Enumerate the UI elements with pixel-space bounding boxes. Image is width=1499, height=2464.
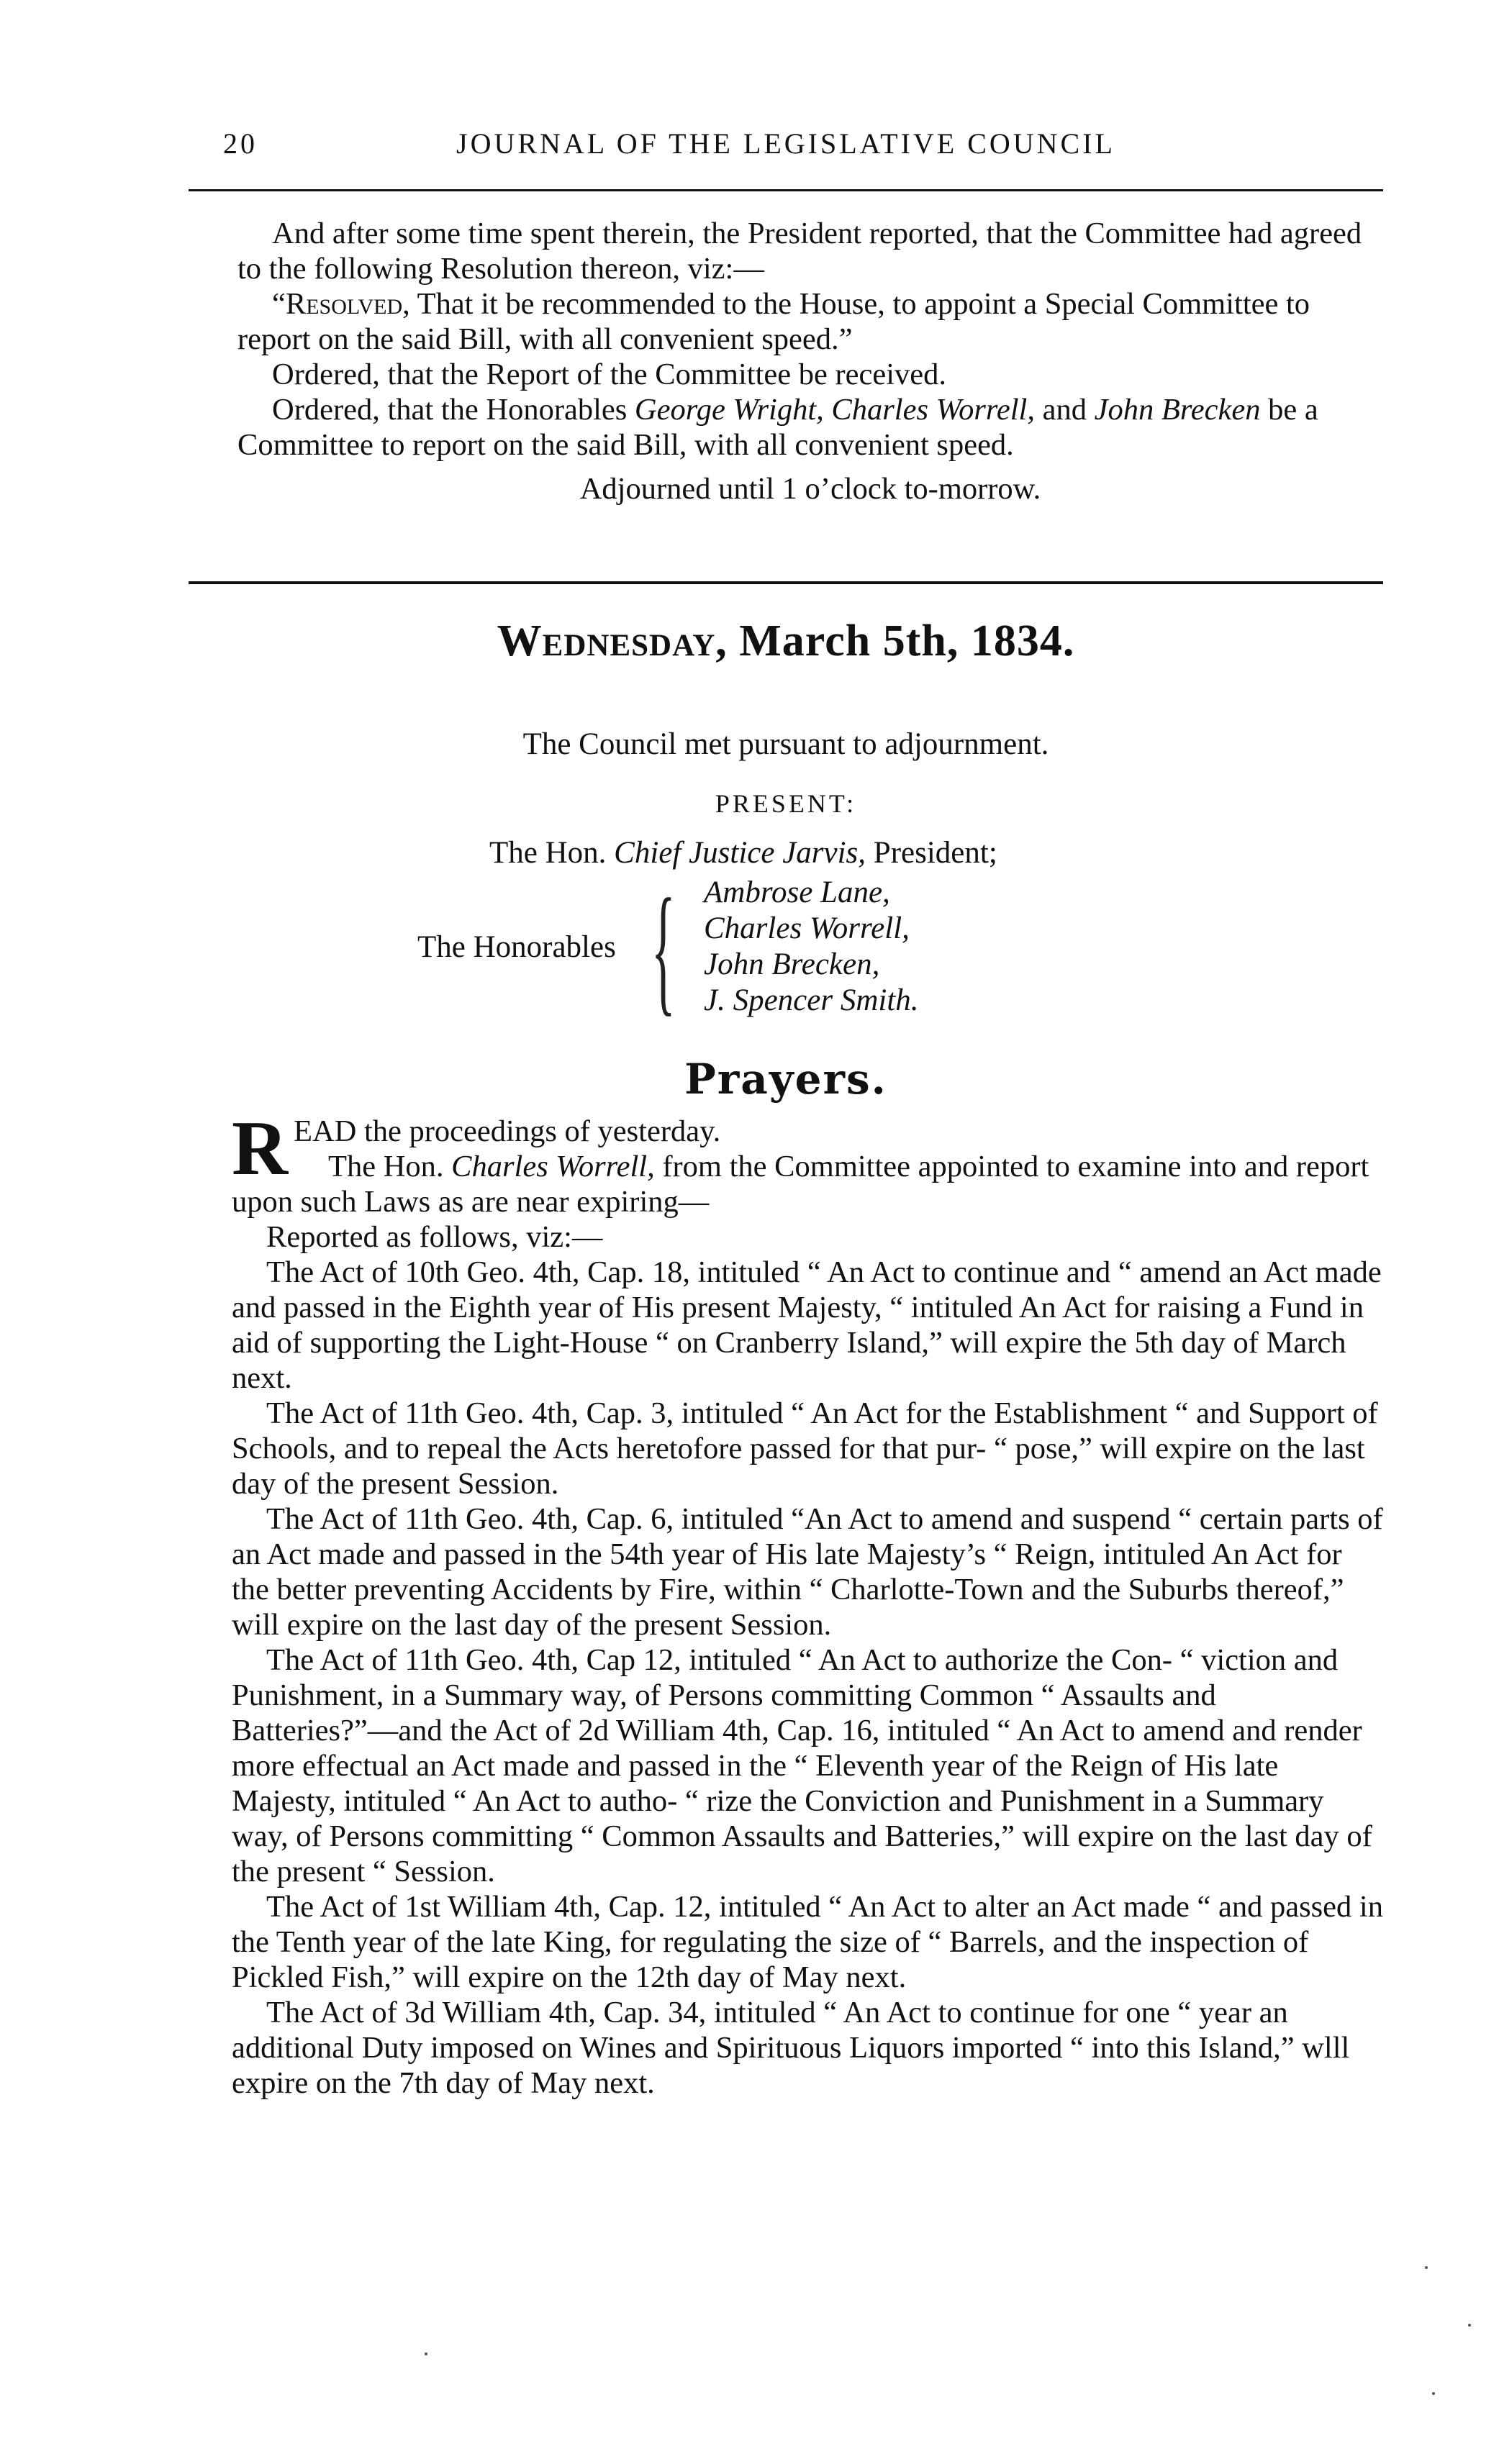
adjournment-note: Adjourned until 1 o’clock to-morrow. [579, 472, 1041, 506]
ordered-committee-paragraph [237, 392, 1383, 463]
honorable-name: Ambrose Lane, [704, 876, 890, 909]
running-header [189, 127, 1383, 170]
honorable-name: J. Spencer Smith. [704, 983, 919, 1017]
paper-speck [1432, 2392, 1435, 2395]
drop-cap: R [232, 1106, 288, 1191]
act-entry: The Act of 11th Geo. 4th, Cap. 6, intituled “An Act to amend and suspend “ certain parts of an Act made and passed in the 54th year of His late Majesty’s “ Reign, intituled An Act for the better preventing Accidents by Fire, within “ Charlotte-Town and the Suburbs thereof,” will expire on the last day of the present Session. [232, 1502, 1383, 1642]
journal-title: JOURNAL OF THE LEGISLATIVE COUNCIL [456, 127, 1115, 160]
brace-glyph: { [651, 870, 676, 1029]
prayers-heading: Prayers. [684, 1055, 887, 1104]
header-rule [189, 189, 1383, 191]
president-suffix: President; [866, 836, 997, 870]
member-name: Charles Worrell, [831, 393, 1035, 427]
read-proceedings-text: EAD the proceedings of yesterday. [294, 1114, 721, 1148]
member-name: John Brecken [1094, 393, 1261, 427]
resolved-word: Resolved, [285, 287, 410, 321]
honorables-label: The Honorables [417, 930, 616, 964]
president-line [489, 835, 997, 870]
act-entry: The Act of 1st William 4th, Cap. 12, intituled “ An Act to alter an Act made “ and passed in the Tenth year of the late King, for regulating the size of “ Barrels, and the inspection of Pickled Fish,” will expire on the 12th day of May next. [232, 1890, 1383, 1994]
paper-speck [425, 2352, 427, 2355]
president-name: Chief Justice Jarvis, [614, 836, 866, 870]
day-proceedings [232, 1106, 1383, 2101]
honorable-name: Charles Worrell, [704, 912, 910, 945]
previous-day-proceedings [237, 216, 1383, 506]
act-entry: The Act of 11th Geo. 4th, Cap 12, intituled “ An Act to authorize the Con- “ viction and Punishment, in a Summary way, of Persons committing Common “ Assaults and Batteries?”—and the Act of 2d William 4th, Cap. 16, intituled “ An Act to amend and render more effectual an Act made and passed in the “ Eleventh year of the Reign of His late Majesty, intituled “ An Act to autho- “ rize the Conviction and Punishment in a Summary way, of Persons committing “ Common Assaults and Batteries,” will expire on the last day of the present “ Session. [232, 1643, 1372, 1888]
reported-line: Reported as follows, viz:— [266, 1220, 603, 1254]
act-entry: The Act of 3d William 4th, Cap. 34, intituled “ An Act to continue for one “ year an additional Duty imposed on Wines and Spirituous Liquors imported “ into this Island,” wlll expire on the 7th day of May next. [232, 1996, 1350, 2100]
act-entry: The Act of 10th Geo. 4th, Cap. 18, intituled “ An Act to continue and “ amend an Act made and passed in the Eighth year of His present Majesty, “ intituled An Act for raising a Fund in aid of supporting the Light-House “ on Cranberry Island,” will expire the 5th day of March next. [232, 1255, 1382, 1395]
day-heading [189, 616, 1383, 667]
committee-presentation [232, 1149, 1383, 1219]
present-label: PRESENT: [715, 789, 857, 818]
date: March 5th, 1834. [727, 617, 1075, 665]
council-met-line: The Council met pursuant to adjournment. [522, 727, 1049, 761]
ordered-and: and [1035, 393, 1095, 427]
ordered-text-a: Ordered, that the Honorables [272, 393, 635, 427]
ordered-text-b: be a Committee to report on the said Bill, with all convenient speed. [237, 393, 1318, 462]
resolution-paragraph: “Resolved, That it be recommended to the House, to appoint a Special Committee to report on the said Bill, with all convenient speed.” [237, 287, 1310, 356]
member-name: Charles Worrell, [451, 1150, 655, 1183]
hon-text: from the Committee appointed to examine into and report upon such Laws as are near expiring— [232, 1150, 1369, 1219]
hon-prefix: The Hon. [328, 1150, 452, 1183]
act-entry: The Act of 11th Geo. 4th, Cap. 3, intituled “ An Act for the Establishment “ and Support of Schools, and to repeal the Acts heretofore passed for that pur- “ pose,” will expire on the last day of the present Session. [232, 1396, 1378, 1501]
committee-report-paragraph: And after some time spent therein, the President reported, that the Committee had agreed to the following Resolution thereon, viz:— [237, 217, 1362, 286]
president-prefix: The Hon. [489, 836, 615, 870]
paper-speck [1425, 2266, 1428, 2269]
section-rule [189, 581, 1383, 584]
member-name: George Wright, [634, 393, 824, 427]
page-number: 20 [223, 127, 258, 160]
honorable-name: John Brecken, [704, 947, 880, 981]
paper-speck [1468, 2324, 1471, 2327]
weekday: Wednesday, [497, 617, 728, 665]
honorables-list [704, 875, 919, 1019]
resolution-text: That it be recommended to the House, to appoint a Special Committee to report on the said Bill, with all convenient speed.” [237, 287, 1310, 356]
ordered-report-received: Ordered, that the Report of the Committee be received. [272, 358, 947, 391]
